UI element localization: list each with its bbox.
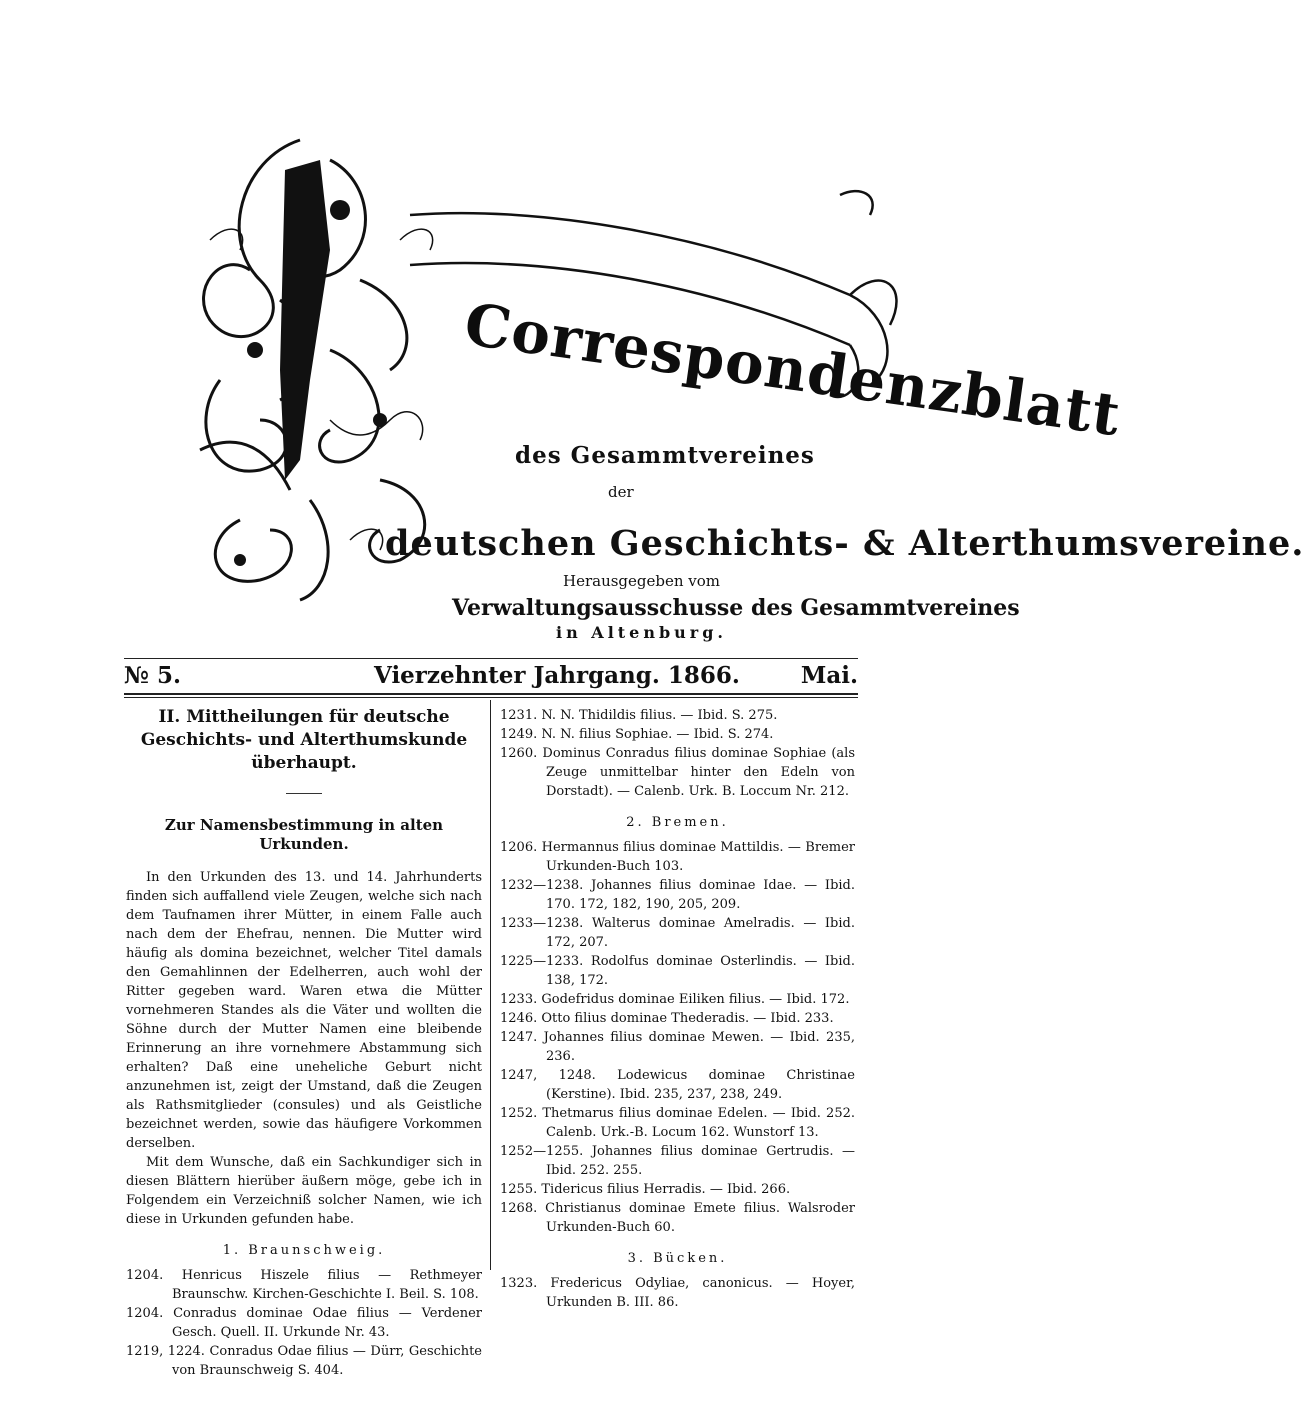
subtitle-line-1: des Gesammtvereines [515, 442, 815, 469]
list-item [500, 1104, 855, 1142]
list-item [500, 990, 855, 1009]
region-heading-braunschweig: 1. Braunschweig. [222, 1243, 386, 1258]
issue-rule-bottom-thin [124, 697, 858, 698]
list-item [500, 1274, 855, 1312]
entry-text: Walterus dominae Amelradis. — Ibid. 172, 207. [546, 916, 855, 950]
entry-year: 1206. [500, 840, 538, 855]
entry-year: 1233—1238. [500, 916, 584, 931]
right-column [500, 706, 855, 1312]
list-item [500, 725, 855, 744]
list-item [500, 914, 855, 952]
entry-text: N. N. Thidildis filius. — Ibid. S. 275. [541, 708, 778, 723]
entry-year: 1233. [500, 992, 538, 1007]
list-item [500, 1066, 855, 1104]
entry-text: Dominus Conradus filius dominae Sophiae (als Zeuge unmittelbar hinter den Edeln von Dorstadt). — Calenb. Urk. B. Loccum Nr. 212. [542, 746, 855, 799]
section-number: II. [158, 707, 181, 727]
subtitle-line-5: Verwaltungsausschusse des Gesammtvereines [452, 595, 1020, 621]
list-item [500, 706, 855, 725]
entry-text: Johannes filius dominae Gertrudis. — Ibid. 252. 255. [546, 1144, 855, 1178]
entry-text: Christianus dominae Emete filius. Walsroder Urkunden-Buch 60. [545, 1201, 855, 1235]
entry-year: 1255. [500, 1182, 538, 1197]
entry-year: 1247, 1248. [500, 1068, 596, 1083]
article-title: Zur Namensbestimmung in alten Urkunden. [164, 816, 444, 853]
entry-text: Johannes filius dominae Mewen. — Ibid. 235, 236. [543, 1030, 855, 1064]
entry-year: 1204. [126, 1268, 164, 1283]
entry-year: 1204. [126, 1306, 164, 1321]
entry-year: 1225—1233. [500, 954, 584, 969]
entry-text: Fredericus Odyliae, canonicus. — Hoyer, Urkunden B. III. 86. [546, 1276, 855, 1310]
list-item [126, 1342, 482, 1380]
entry-year: 1268. [500, 1201, 538, 1216]
issue-rule-top [124, 658, 858, 659]
entry-text: Johannes filius dominae Idae. — Ibid. 170. 172, 182, 190, 205, 209. [546, 878, 855, 912]
entry-text: Conradus dominae Odae filius — Verdener Gesch. Quell. II. Urkunde Nr. 43. [172, 1306, 482, 1340]
issue-rule-bottom [124, 693, 858, 695]
entry-year: 1323. [500, 1276, 538, 1291]
left-column [126, 706, 482, 1380]
list-item [500, 952, 855, 990]
region-heading-bremen: 2. Bremen. [626, 815, 729, 830]
article-paragraph-2: Mit dem Wunsche, daß ein Sachkundiger sich in diesen Blättern hierüber äußern möge, gebe ich in Folgendem ein Verzeichniß solcher Namen, wie ich diese in Urkunden gefunden habe. [126, 1155, 482, 1227]
entry-year: 1219, 1224. [126, 1344, 205, 1359]
list-item [500, 876, 855, 914]
entry-year: 1247. [500, 1030, 538, 1045]
entry-text: Henricus Hiszele filius — Rethmeyer Braunschw. Kirchen-Geschichte I. Beil. S. 108. [172, 1268, 482, 1302]
subtitle-line-6: in Altenburg. [556, 623, 727, 642]
entry-text: Rodolfus dominae Osterlindis. — Ibid. 138, 172. [546, 954, 855, 988]
issue-year: Vierzehnter Jahrgang. 1866. [374, 662, 740, 689]
list-item [126, 1304, 482, 1342]
entry-year: 1252. [500, 1106, 538, 1121]
list-item [500, 1028, 855, 1066]
list-item [500, 1180, 855, 1199]
issue-number: № 5. [124, 662, 182, 689]
entry-text: Otto filius dominae Thederadis. — Ibid. 233. [541, 1011, 834, 1026]
entry-year: 1252—1255. [500, 1144, 584, 1159]
subtitle-line-2: der [608, 483, 634, 501]
article-paragraph-1: In den Urkunden des 13. und 14. Jahrhunderts finden sich auffallend viele Zeugen, welche sich nach dem Taufnamen ihrer Mütter, in einem Falle auch nach dem der Ehefrau, nennen. Die Mutter wird häufig als domina bezeichnet, welcher Titel damals den Gemahlinnen der Edelherren, auch wohl der Ritter gegeben ward. Waren etwa die Mütter vornehmeren Standes als die Väter und wollten die Söhne durch der Mutter Namen eine bleibende Erinnerung an ihre vornehmere Abstammung sich erhalten? Daß eine uneheliche Geburt nicht anzunehmen ist, zeigt der Umstand, daß die Zeugen als Rathsmitglieder (consules) und als Geistliche bezeichnet werden, sowie das häufigere Vorkommen derselben. [126, 870, 482, 1151]
masthead-title: Correspondenzblatt [460, 290, 1125, 450]
section-heading-text: Mittheilungen für deutsche Geschichts- und Alterthumskunde überhaupt. [140, 707, 468, 773]
entry-text: Thetmarus filius dominae Edelen. — Ibid. 252. Calenb. Urk.-B. Locum 162. Wunstorf 13. [542, 1106, 855, 1140]
list-item [126, 1266, 482, 1304]
list-item [500, 744, 855, 801]
issue-month: Mai. [800, 662, 858, 689]
list-item [500, 838, 855, 876]
entry-text: Conradus Odae filius — Dürr, Geschichte von Braunschweig S. 404. [172, 1344, 482, 1378]
region-heading-buecken: 3. Bücken. [627, 1251, 728, 1266]
subtitle-line-4: Herausgegeben vom [563, 572, 721, 590]
list-item [500, 1142, 855, 1180]
section-heading [126, 706, 482, 775]
short-divider [286, 793, 322, 794]
subtitle-line-3: deutschen Geschichts- & Alterthumsvereine. [385, 523, 1304, 564]
issue-line [124, 660, 858, 690]
entry-year: 1232—1238. [500, 878, 584, 893]
list-item [500, 1199, 855, 1237]
entry-text: Lodewicus dominae Christinae (Kerstine). Ibid. 235, 237, 238, 249. [546, 1068, 855, 1102]
entry-year: 1260. [500, 746, 538, 761]
column-divider [490, 700, 491, 1270]
list-item [500, 1009, 855, 1028]
entry-text: Tidericus filius Herradis. — Ibid. 266. [541, 1182, 791, 1197]
entry-year: 1246. [500, 1011, 538, 1026]
entry-year: 1249. [500, 727, 538, 742]
entry-text: N. N. filius Sophiae. — Ibid. S. 274. [541, 727, 774, 742]
entry-year: 1231. [500, 708, 538, 723]
entry-text: Hermannus filius dominae Mattildis. — Bremer Urkunden-Buch 103. [541, 840, 855, 874]
entry-text: Godefridus dominae Eiliken filius. — Ibid. 172. [541, 992, 850, 1007]
